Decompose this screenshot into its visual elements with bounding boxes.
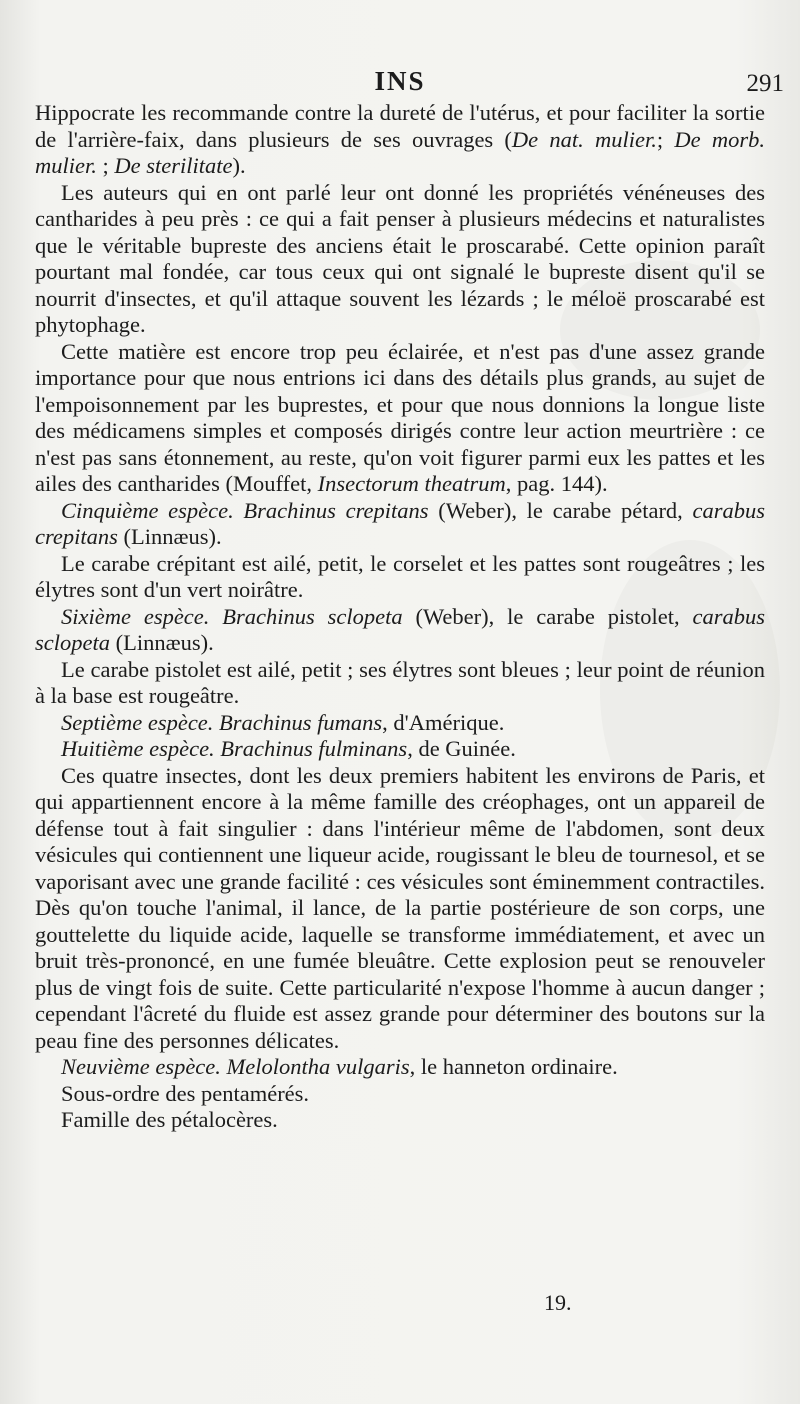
text-run: (Weber), le carabe pétard, bbox=[428, 497, 693, 523]
paragraph bbox=[35, 180, 765, 339]
italic-text: De sterilitate bbox=[114, 153, 233, 178]
italic-text: carabus sclopeta bbox=[35, 603, 766, 655]
body-text bbox=[35, 100, 765, 1134]
page-number: 291 bbox=[746, 70, 784, 97]
text-run: Le carabe crépitant est ailé, petit, le corselet et les pattes sont rougeâtres ; les élytres sont d'un vert noirâtre. bbox=[35, 550, 765, 602]
text-run: (Linnæus). bbox=[117, 524, 222, 549]
italic-text: Sixième espèce. Brachinus sclopeta bbox=[61, 603, 403, 629]
running-head: INS bbox=[374, 66, 426, 96]
paragraph bbox=[35, 710, 765, 737]
text-run: ). bbox=[232, 153, 246, 178]
text-run: Les auteurs qui en ont parlé leur ont donné les propriétés vénéneuses des cantharides à peu près : ce qui a fait penser à plusieurs médecins et naturalistes que le véritable bupreste des anciens était le proscarabé. Cette opinion paraît pourtant mal fondée, car tous ceux qui ont signalé le bupreste disent qu'il se nourrit d'insectes, et qu'il attaque souvent les lézards ; le méloë proscarabé est phytophage. bbox=[35, 179, 765, 337]
text-run: Le carabe pistolet est ailé, petit ; ses élytres sont bleues ; leur point de réunion à la base est rougeâtre. bbox=[35, 656, 765, 708]
italic-text: De nat. mulier. bbox=[511, 126, 657, 152]
text-run: ; bbox=[656, 126, 675, 152]
text-run: Famille des pétalocères. bbox=[61, 1107, 278, 1132]
paragraph bbox=[35, 551, 765, 604]
text-run: , le hanneton ordinaire. bbox=[409, 1054, 618, 1079]
text-run: Sous-ordre des pentamérés. bbox=[61, 1080, 310, 1106]
text-run: Ces quatre insectes, dont les deux premiers habitent les environs de Paris, et qui appartiennent encore à la même famille des créophages, ont un appareil de défense tout à fait singulier : dans l'intérieur même de l'abdomen, sont deux vésicules qui contiennent une liqueur acide, rougissant le bleu de tournesol, et se vaporisant avec une grande facilité : ces vésicules sont éminemment contractiles. Dès qu'on touche l'animal, il lance, de la partie postérieure de son corps, une gouttelette du liquide acide, laquelle se transforme immédiatement, et avec un bruit très-prononcé, en une fumée bleuâtre. Cette explosion peut se renouveler plus de vingt fois de suite. Cette particularité n'expose l'homme à aucun danger ; cependant l'âcreté du fluide est assez grande pour déterminer des boutons sur la peau fine des personnes délicates. bbox=[35, 762, 765, 1053]
text-run: (Weber), le carabe pistolet, bbox=[402, 603, 693, 629]
paragraph bbox=[35, 604, 765, 657]
text-run: ; bbox=[96, 153, 115, 178]
text-run: Cette matière est encore trop peu éclairée, et n'est pas d'une assez grande importance pour que nous entrions ici dans des détails plus grands, au sujet de l'empoisonnement par les buprestes, et pour que nous donnions la longue liste des médicamens simples et composés dirigés contre leur action meurtrière : ce n'est pas sans étonnement, au reste, qu'on voit figurer parmi eux les pattes et les ailes des cantharides (Mouffet, bbox=[35, 338, 765, 496]
italic-text: carabus crepitans bbox=[35, 497, 765, 549]
italic-text: De morb. mulier. bbox=[35, 126, 765, 178]
italic-text: Neuvième espèce. Melolontha vulgaris bbox=[61, 1054, 410, 1079]
signature-mark: 19. bbox=[544, 1290, 572, 1315]
paragraph bbox=[35, 1107, 765, 1134]
italic-text: Septième espèce. Brachinus fumans bbox=[61, 709, 383, 735]
paragraph bbox=[35, 100, 765, 180]
text-run: , de Guinée. bbox=[407, 736, 516, 761]
italic-text: Huitième espèce. Brachinus fulminans bbox=[61, 736, 408, 761]
text-run: , d'Amérique. bbox=[382, 709, 505, 735]
paragraph bbox=[35, 657, 765, 710]
paragraph bbox=[35, 1054, 765, 1081]
paragraph bbox=[35, 339, 765, 498]
text-run: (Linnæus). bbox=[109, 630, 214, 655]
italic-text: Insectorum theatrum bbox=[317, 471, 506, 496]
text-run: , pag. 144). bbox=[505, 471, 608, 496]
paragraph bbox=[35, 498, 765, 551]
page-header bbox=[0, 66, 800, 100]
italic-text: Cinquième espèce. Brachinus crepitans bbox=[61, 497, 429, 523]
paragraph bbox=[35, 763, 765, 1055]
paragraph bbox=[35, 1081, 765, 1108]
paragraph bbox=[35, 736, 765, 763]
text-run: Hippocrate les recommande contre la dureté de l'utérus, et pour faciliter la sortie de l'arrière-faix, dans plusieurs de ses ouvrages ( bbox=[35, 100, 765, 152]
